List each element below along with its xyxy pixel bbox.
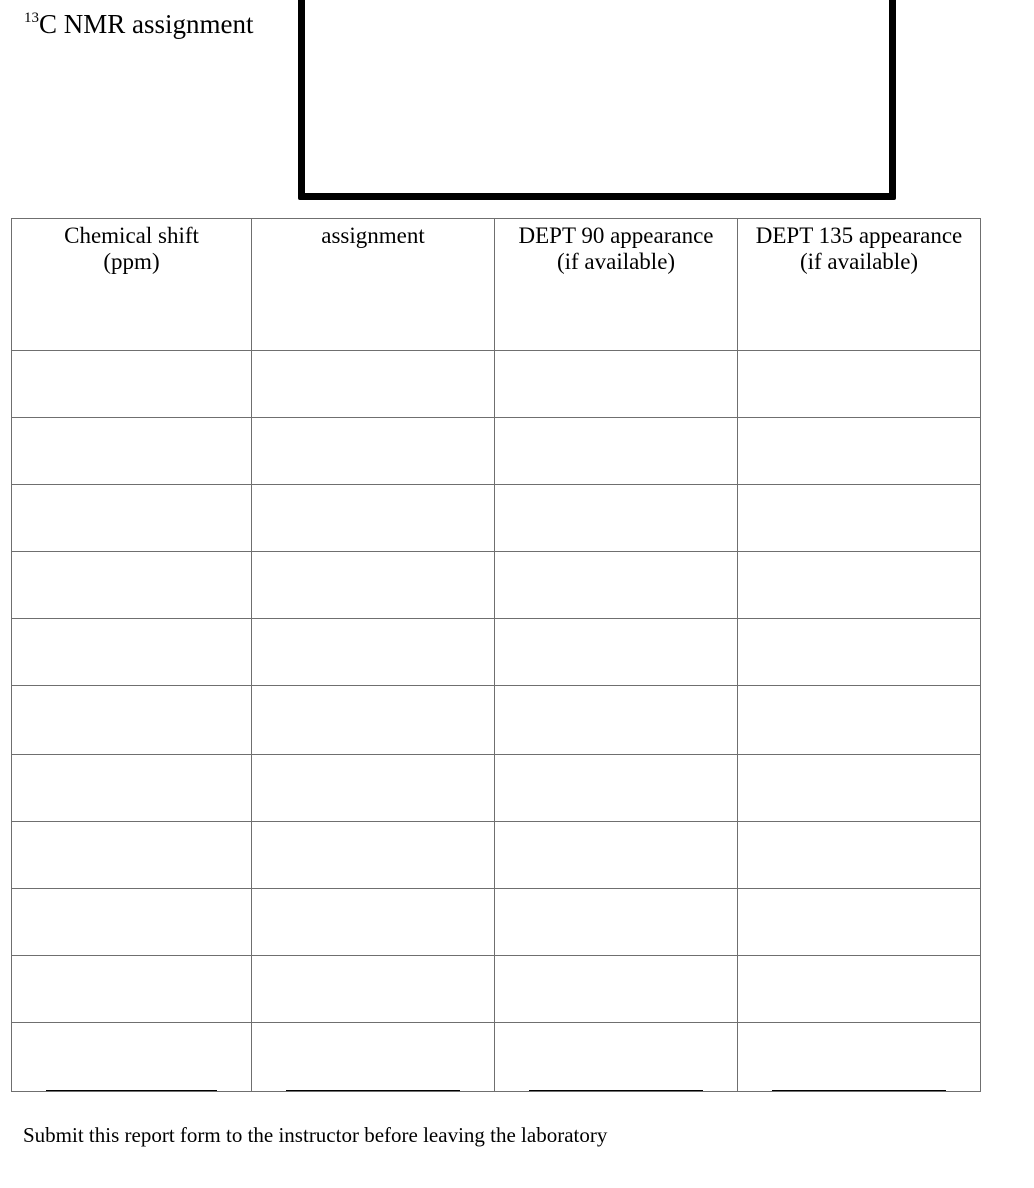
cell-dept-90[interactable]: [495, 755, 738, 822]
header-assignment: [252, 219, 495, 351]
cell-dept-135[interactable]: [738, 889, 981, 956]
answer-underline: [46, 1090, 217, 1091]
table-header-row: [12, 219, 981, 351]
cell-assignment[interactable]: [252, 822, 495, 889]
header-chemical-shift-line2: (ppm): [103, 249, 160, 274]
cell-chemical-shift[interactable]: [12, 619, 252, 686]
cell-dept-90[interactable]: [495, 956, 738, 1023]
cell-dept-135[interactable]: [738, 822, 981, 889]
table-row: [12, 619, 981, 686]
header-dept-90-line2: (if available): [556, 249, 676, 274]
header-dept-135: [738, 219, 981, 351]
answer-underline: [772, 1090, 946, 1091]
table-row: [12, 351, 981, 418]
cell-assignment[interactable]: [252, 686, 495, 755]
cell-dept-135[interactable]: [738, 1023, 981, 1092]
cell-dept-135[interactable]: [738, 619, 981, 686]
cell-assignment[interactable]: [252, 889, 495, 956]
cell-chemical-shift[interactable]: [12, 755, 252, 822]
table-row: [12, 755, 981, 822]
cell-assignment[interactable]: [252, 1023, 495, 1092]
cell-assignment[interactable]: [252, 956, 495, 1023]
cell-chemical-shift[interactable]: [12, 1023, 252, 1092]
nmr-assignment-table: [11, 218, 981, 1092]
cell-dept-90[interactable]: [495, 686, 738, 755]
table-row: [12, 956, 981, 1023]
cell-assignment[interactable]: [252, 351, 495, 418]
isotope-superscript: 13: [24, 10, 39, 26]
answer-underline: [529, 1090, 703, 1091]
cell-dept-90[interactable]: [495, 485, 738, 552]
header-dept-90-line1: DEPT 90 appearance: [518, 223, 714, 248]
cell-assignment[interactable]: [252, 418, 495, 485]
cell-dept-90[interactable]: [495, 619, 738, 686]
title-text: C NMR assignment: [39, 9, 254, 39]
table-body: [12, 351, 981, 1092]
table-row: [12, 686, 981, 755]
header-chemical-shift: [12, 219, 252, 351]
page-title: [24, 6, 254, 42]
table-row: [12, 418, 981, 485]
cell-dept-135[interactable]: [738, 485, 981, 552]
cell-dept-135[interactable]: [738, 686, 981, 755]
table-row: [12, 1023, 981, 1092]
cell-chemical-shift[interactable]: [12, 889, 252, 956]
cell-dept-135[interactable]: [738, 351, 981, 418]
cell-assignment[interactable]: [252, 619, 495, 686]
header-dept-135-line2: (if available): [799, 249, 919, 274]
cell-chemical-shift[interactable]: [12, 956, 252, 1023]
cell-dept-90[interactable]: [495, 822, 738, 889]
cell-dept-135[interactable]: [738, 552, 981, 619]
cell-dept-90[interactable]: [495, 1023, 738, 1092]
header-chemical-shift-line1: Chemical shift: [64, 223, 199, 248]
table-row: [12, 552, 981, 619]
cell-chemical-shift[interactable]: [12, 418, 252, 485]
cell-chemical-shift[interactable]: [12, 822, 252, 889]
table-row: [12, 485, 981, 552]
header-dept-90: [495, 219, 738, 351]
cell-assignment[interactable]: [252, 755, 495, 822]
cell-dept-135[interactable]: [738, 755, 981, 822]
cell-dept-135[interactable]: [738, 956, 981, 1023]
cell-dept-90[interactable]: [495, 351, 738, 418]
cell-chemical-shift[interactable]: [12, 552, 252, 619]
table-row: [12, 889, 981, 956]
cell-assignment[interactable]: [252, 552, 495, 619]
structure-drawing-box[interactable]: [298, 0, 896, 200]
cell-chemical-shift[interactable]: [12, 351, 252, 418]
cell-chemical-shift[interactable]: [12, 686, 252, 755]
cell-dept-90[interactable]: [495, 552, 738, 619]
table-row: [12, 822, 981, 889]
header-dept-135-line1: DEPT 135 appearance: [755, 223, 963, 248]
cell-chemical-shift[interactable]: [12, 485, 252, 552]
answer-underline: [286, 1090, 460, 1091]
cell-dept-90[interactable]: [495, 889, 738, 956]
cell-dept-135[interactable]: [738, 418, 981, 485]
cell-assignment[interactable]: [252, 485, 495, 552]
cell-dept-90[interactable]: [495, 418, 738, 485]
header-assignment-line1: assignment: [321, 223, 425, 248]
submit-instructions: Submit this report form to the instructor before leaving the laboratory: [23, 1123, 608, 1147]
